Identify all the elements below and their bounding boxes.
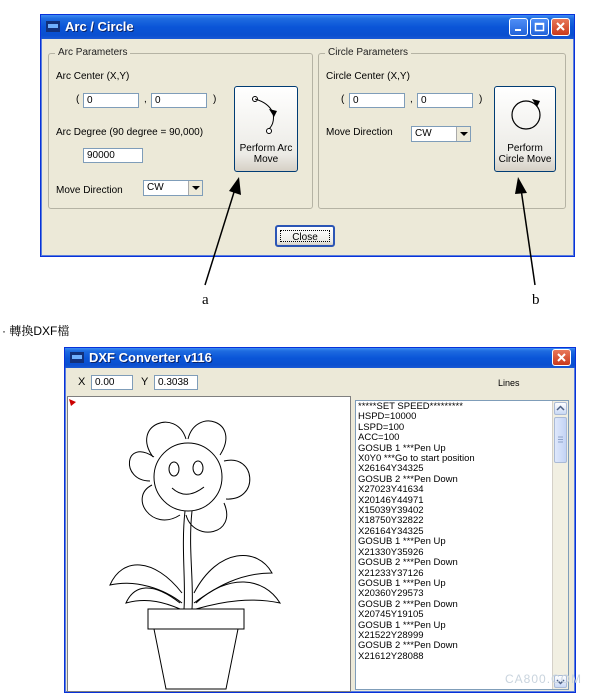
perform-circle-line2: Circle Move — [498, 154, 552, 165]
list-item[interactable]: ACC=100 — [358, 432, 400, 444]
circle-direction-label: Move Direction — [326, 127, 393, 138]
arc-open-paren: ( — [76, 94, 80, 105]
list-item[interactable]: GOSUB 2 ***Pen Down — [358, 598, 458, 610]
list-item[interactable]: GOSUB 2 ***Pen Down — [358, 640, 458, 652]
perform-arc-move-button[interactable] — [234, 86, 298, 172]
gcode-lines-list[interactable] — [355, 400, 569, 690]
list-item[interactable]: HSPD=10000 — [358, 411, 417, 423]
arc-center-label: Arc Center (X,Y) — [56, 71, 130, 82]
list-item[interactable]: X21522Y28999 — [358, 629, 424, 641]
chevron-up-icon — [555, 403, 566, 414]
list-item[interactable]: X21233Y37126 — [358, 567, 424, 579]
watermark: CA800.COM — [505, 672, 583, 686]
maximize-button[interactable] — [530, 18, 549, 36]
arc-center-y-input[interactable]: 0 — [151, 93, 207, 108]
dxf-converter-window — [64, 347, 576, 693]
perform-circle-move-button[interactable] — [494, 86, 556, 172]
minimize-icon — [512, 21, 525, 33]
list-item[interactable]: GOSUB 1 ***Pen Up — [358, 536, 446, 548]
app-icon — [46, 21, 60, 32]
circle-direction-select[interactable] — [411, 126, 471, 142]
circle-move-icon — [506, 93, 546, 137]
dxf-window-titlebar[interactable] — [65, 348, 575, 368]
arc-circle-window — [40, 14, 575, 257]
scrollbar-thumb[interactable] — [554, 417, 567, 463]
circle-center-y-input[interactable]: 0 — [417, 93, 473, 108]
maximize-icon — [533, 21, 546, 33]
dxf-close-window-button[interactable] — [552, 349, 571, 366]
perform-circle-line1: Perform — [507, 143, 543, 154]
list-item[interactable]: *****SET SPEED********* — [358, 401, 463, 412]
y-coord-input[interactable]: 0.3038 — [154, 375, 198, 390]
arc-close-paren: ) — [213, 94, 217, 105]
y-coord-label: Y — [141, 376, 149, 388]
list-item[interactable]: X20360Y29573 — [358, 588, 424, 600]
circle-parameters-legend: Circle Parameters — [325, 47, 411, 58]
pointer-arrow-b — [505, 175, 545, 290]
list-item[interactable]: X20146Y44971 — [358, 494, 424, 506]
circle-center-label: Circle Center (X,Y) — [326, 71, 410, 82]
list-item[interactable]: GOSUB 2 ***Pen Down — [358, 473, 458, 485]
circle-comma: , — [410, 94, 413, 105]
list-item[interactable]: X27023Y41634 — [358, 484, 424, 496]
arc-direction-label: Move Direction — [56, 185, 123, 196]
list-item[interactable]: X21612Y28088 — [358, 650, 424, 662]
arc-parameters-legend: Arc Parameters — [55, 47, 130, 58]
app-icon — [70, 352, 84, 363]
circle-direction-value: CW — [415, 128, 432, 139]
arc-comma: , — [144, 94, 147, 105]
drawing-canvas[interactable] — [67, 396, 351, 692]
caption-b: b — [532, 292, 540, 308]
arc-degree-label: Arc Degree (90 degree = 90,000) — [56, 127, 204, 138]
circle-center-x-input[interactable]: 0 — [349, 93, 405, 108]
section-note: · 轉換DXF檔 — [2, 324, 70, 338]
close-icon — [554, 21, 567, 33]
close-window-button[interactable] — [551, 18, 570, 36]
close-icon — [555, 352, 568, 364]
arc-direction-value: CW — [147, 182, 164, 193]
gcode-items — [356, 402, 552, 662]
x-coord-input[interactable]: 0.00 — [91, 375, 133, 390]
list-item[interactable]: X26164Y34325 — [358, 525, 424, 537]
list-item[interactable]: X15039Y39402 — [358, 505, 424, 517]
list-item[interactable]: LSPD=100 — [358, 421, 405, 433]
scroll-up-button[interactable] — [554, 402, 567, 415]
list-item[interactable]: X18750Y32822 — [358, 515, 424, 527]
arc-parameters-group — [48, 47, 313, 209]
close-button-label: Close — [292, 232, 318, 243]
list-item[interactable]: GOSUB 1 ***Pen Up — [358, 619, 446, 631]
caption-a: a — [202, 292, 209, 308]
x-coord-label: X — [78, 376, 86, 388]
flower-pot-drawing — [68, 397, 350, 691]
arc-window-titlebar[interactable] — [41, 15, 574, 39]
circle-open-paren: ( — [341, 94, 345, 105]
arc-window-title: Arc / Circle — [65, 19, 134, 34]
list-item[interactable]: GOSUB 1 ***Pen Up — [358, 577, 446, 589]
list-item[interactable]: X26164Y34325 — [358, 463, 424, 475]
list-item[interactable]: X0Y0 ***Go to start position — [358, 453, 475, 465]
dxf-window-title: DXF Converter v116 — [89, 350, 212, 365]
grip-icon — [555, 436, 566, 444]
list-item[interactable]: X20745Y19105 — [358, 609, 424, 621]
arc-move-icon — [247, 93, 287, 137]
pointer-arrow-a — [195, 175, 245, 290]
perform-arc-line1: Perform Arc — [239, 143, 293, 154]
chevron-down-icon[interactable] — [456, 127, 470, 141]
list-item[interactable]: GOSUB 1 ***Pen Up — [358, 442, 446, 454]
arc-degree-input[interactable]: 90000 — [83, 148, 143, 163]
vertical-scrollbar[interactable] — [552, 401, 568, 689]
arc-center-x-input[interactable]: 0 — [83, 93, 139, 108]
list-item[interactable]: X21330Y35926 — [358, 546, 424, 558]
minimize-button[interactable] — [509, 18, 528, 36]
perform-arc-line2: Move — [253, 154, 279, 165]
lines-label: Lines — [498, 378, 520, 388]
list-item[interactable]: GOSUB 2 ***Pen Down — [358, 557, 458, 569]
circle-close-paren: ) — [479, 94, 483, 105]
arc-direction-select[interactable] — [143, 180, 203, 196]
close-button[interactable] — [275, 225, 335, 247]
